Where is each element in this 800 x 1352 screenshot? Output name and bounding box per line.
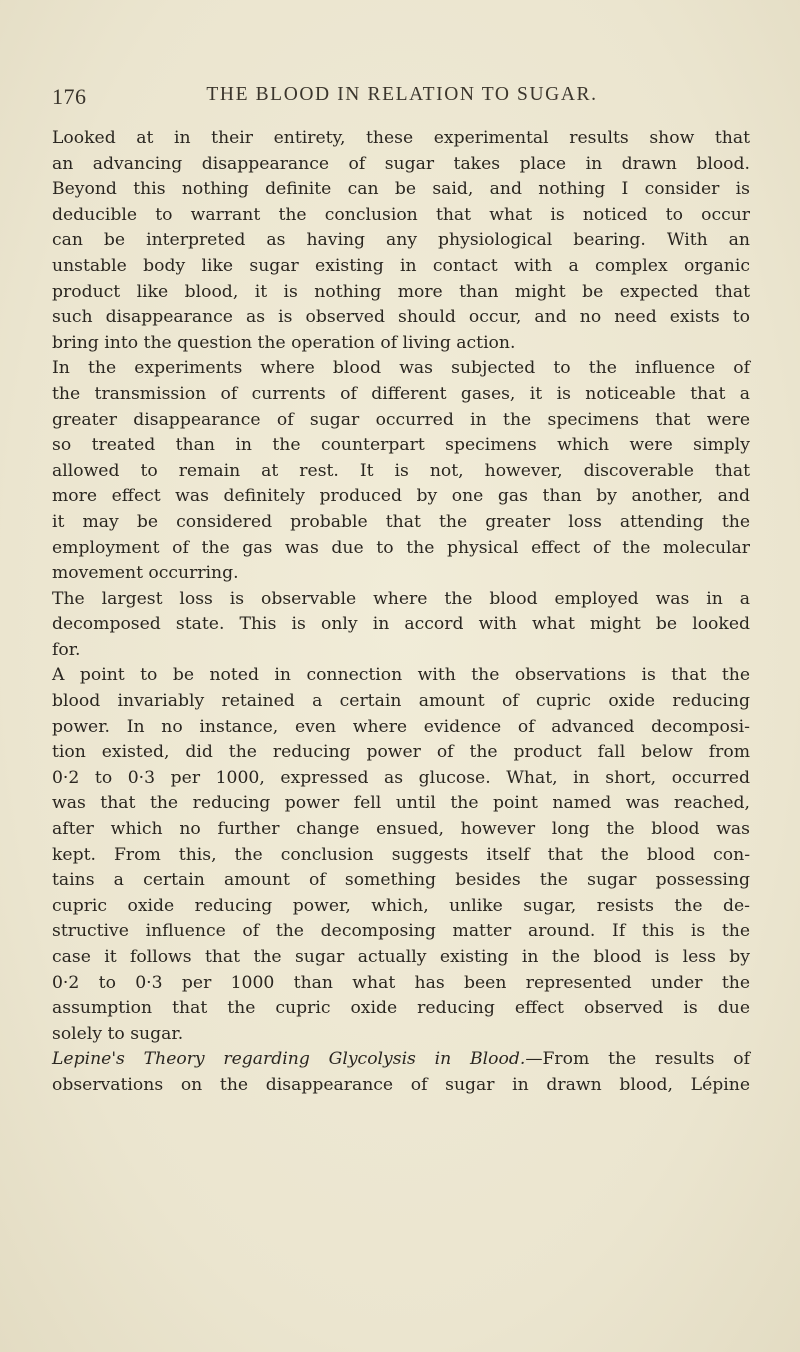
text-line: can be interpreted as having any physiological bearing. With an [52, 230, 750, 251]
text-line: unstable body like sugar existing in contact with a complex organic [52, 255, 750, 276]
text-line: structive influence of the decomposing matter around. If this is the [52, 921, 750, 942]
text-line: case it follows that the sugar actually existing in the blood is less by [52, 947, 750, 967]
section-heading: Lepine's Theory regarding Glycolysis in Blood. [52, 1049, 526, 1070]
text-line: more effect was definitely produced by one gas than by another, and [52, 486, 750, 507]
text-line: 0·2 to 0·3 per 1000 than what has been represented under the [52, 972, 750, 993]
text-line: kept. From this, the conclusion suggests itself that the blood con- [52, 844, 750, 865]
text-line: allowed to remain at rest. It is not, however, discoverable that [52, 460, 750, 481]
text-line: decomposed state. This is only in accord with what might be looked [52, 614, 750, 635]
text-fragment: —From the results of [525, 1049, 750, 1070]
text-line: was that the reducing power fell until the point named was reached, [52, 793, 750, 814]
text-line: employment of the gas was due to the physical effect of the molecular [52, 537, 750, 558]
text-line: In the experiments where blood was subjected to the influence of [52, 358, 750, 379]
text-line: assumption that the cupric oxide reducing effect observed is due [52, 998, 750, 1019]
page-number: 176 [52, 84, 87, 109]
text-line: an advancing disappearance of sugar takes place in drawn blood. [52, 153, 750, 174]
section-heading-line [52, 1047, 750, 1073]
running-head [52, 84, 752, 114]
text-line: the transmission of currents of different gases, it is noticeable that a [52, 383, 750, 404]
text-line: such disappearance as is observed should occur, and no need exists to [52, 307, 750, 328]
text-line: tion existed, did the reducing power of the product fall below from [52, 742, 750, 763]
running-title: THE BLOOD IN RELATION TO SUGAR. [206, 84, 598, 105]
text-line: greater disappearance of sugar occurred in the specimens that were [52, 409, 750, 430]
text-line: deducible to warrant the conclusion that what is noticed to occur [52, 204, 750, 225]
text-line: it may be considered probable that the greater loss attending the [52, 511, 750, 532]
text-line: movement occurring. [52, 563, 239, 584]
body-text [52, 126, 750, 1099]
text-line: cupric oxide reducing power, which, unlike sugar, resists the de- [52, 895, 750, 916]
text-line: The largest loss is observable where the blood employed was in a [52, 588, 750, 609]
text-line: observations on the disappearance of sugar in drawn blood, Lépine [52, 1074, 750, 1095]
text-line: after which no further change ensued, however long the blood was [52, 819, 750, 840]
text-line: 0·2 to 0·3 per 1000, expressed as glucose. What, in short, occurred [52, 767, 750, 788]
text-line: solely to sugar. [52, 1023, 184, 1044]
text-line: tains a certain amount of something besides the sugar possessing [52, 870, 750, 891]
text-line: Looked at in their entirety, these experimental results show that [52, 128, 750, 148]
text-line: blood invariably retained a certain amount of cupric oxide reducing [52, 691, 750, 712]
text-line: A point to be noted in connection with the observations is that the [52, 665, 750, 686]
text-line: product like blood, it is nothing more than might be expected that [52, 281, 750, 302]
text-line: for. [52, 639, 81, 660]
text-line: power. In no instance, even where evidence of advanced decomposi- [52, 716, 750, 737]
text-line: Beyond this nothing definite can be said, and nothing I consider is [52, 179, 750, 200]
text-line: so treated than in the counterpart specimens which were simply [52, 435, 750, 456]
text-line: bring into the question the operation of living action. [52, 332, 516, 353]
